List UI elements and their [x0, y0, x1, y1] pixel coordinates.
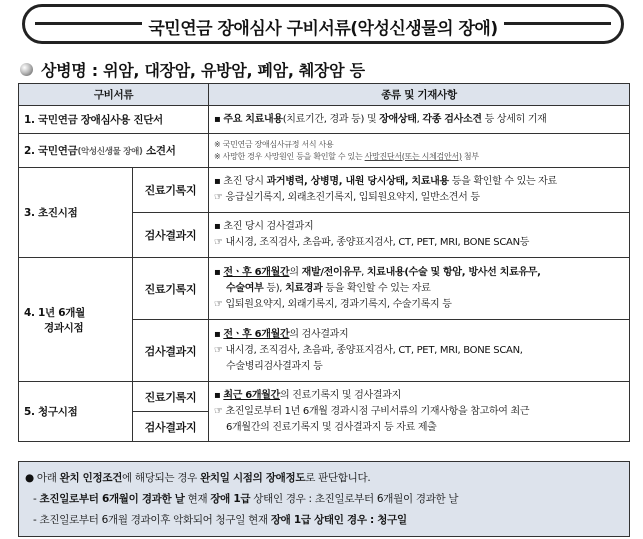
page-title: 국민연금 장애심사 구비서류(악성신생물의 장애) — [142, 19, 503, 39]
sub-name-medical-record: 진료기록지 — [133, 382, 209, 412]
doc-name-2: 2. 국민연금(악성신생물 장애) 소견서 — [19, 134, 209, 168]
doc-desc-2: ※ 국민연금 장애심사규정 서식 사용 ※ 사망한 경우 사망원인 등을 확인할 수 있는 사망진단서(또는 시체검안서) 첨부 — [209, 134, 630, 168]
doc-desc-3a: ▪ 초진 당시 과거병력, 상병명, 내원 당시상태, 치료내용 등을 확인할 수 있는 자료 ☞ 응급실기록지, 외래초진기록지, 입퇴원요약지, 일반소견서 등 — [209, 168, 630, 213]
doc-name-5: 5. 청구시점 — [19, 382, 133, 442]
documents-table — [18, 83, 630, 442]
note-line-3: - 초진일로부터 6개월 경과이후 악화되어 청구일 현재 장애 1급 상태인 경우 : 청구일 — [33, 514, 407, 526]
doc-desc-5: ▪ 최근 6개월간의 진료기록지 및 검사결과지 ☞ 초진일로부터 1년 6개월 경과시점 구비서류의 기재사항을 참고하여 최근 6개월간의 진료기록지 및 검사결과지 등 자료 제출 — [209, 382, 630, 442]
doc-desc-4a: ▪ 전ㆍ후 6개월간의 재발/전이유무, 치료내용(수술 및 항암, 방사선 치료유무, 수술여부 등), 치료경과 등을 확인할 수 있는 자료 ☞ 입퇴원요약지, 외래기록지, 경과기록지, 수술기록지 등 — [209, 258, 630, 320]
note-line-1: ● 아래 완치 인정조건에 해당되는 경우 완치일 시점의 장애정도로 판단합니다. — [25, 472, 371, 484]
table-row — [19, 258, 630, 320]
doc-name-3: 3. 초진시점 — [19, 168, 133, 258]
title-frame — [22, 4, 624, 44]
sub-name-medical-record: 진료기록지 — [133, 168, 209, 213]
doc-name-4: 4. 1년 6개월 경과시점 — [19, 258, 133, 382]
sub-name-test-result: 검사결과지 — [133, 213, 209, 258]
circle-bullet-icon — [20, 63, 33, 76]
header-types: 종류 및 기재사항 — [209, 84, 630, 106]
subtitle — [20, 58, 365, 81]
table-row — [19, 168, 630, 213]
table-row — [19, 106, 630, 134]
table-header-row — [19, 84, 630, 106]
doc-desc-3b: ▪ 초진 당시 검사결과지 ☞ 내시경, 조직검사, 초음파, 종양표지검사, CT, PET, MRI, BONE SCAN등 — [209, 213, 630, 258]
doc-desc-4b: ▪ 전ㆍ후 6개월간의 검사결과지 ☞ 내시경, 조직검사, 초음파, 종양표지검사, CT, PET, MRI, BONE SCAN, 수술병리검사결과지 등 — [209, 320, 630, 382]
header-docs: 구비서류 — [19, 84, 209, 106]
sub-name-test-result: 검사결과지 — [133, 320, 209, 382]
sub-name-medical-record: 진료기록지 — [133, 258, 209, 320]
table-row — [19, 382, 630, 412]
note-line-2: - 초진일로부터 6개월이 경과한 날 현재 장애 1급 상태인 경우 : 초진일로부터 6개월이 경과한 날 — [33, 493, 459, 505]
doc-name-1: 1. 국민연금 장애심사용 진단서 — [19, 106, 209, 134]
table-row — [19, 134, 630, 168]
sub-name-test-result: 검사결과지 — [133, 412, 209, 442]
cure-conditions-note — [18, 461, 630, 537]
subtitle-text: 상병명 : 위암, 대장암, 유방암, 폐암, 췌장암 등 — [41, 61, 365, 80]
doc-desc-1: ▪ 주요 치료내용(치료기간, 경과 등) 및 장애상태, 각종 검사소견 등 상세히 기재 — [209, 106, 630, 134]
